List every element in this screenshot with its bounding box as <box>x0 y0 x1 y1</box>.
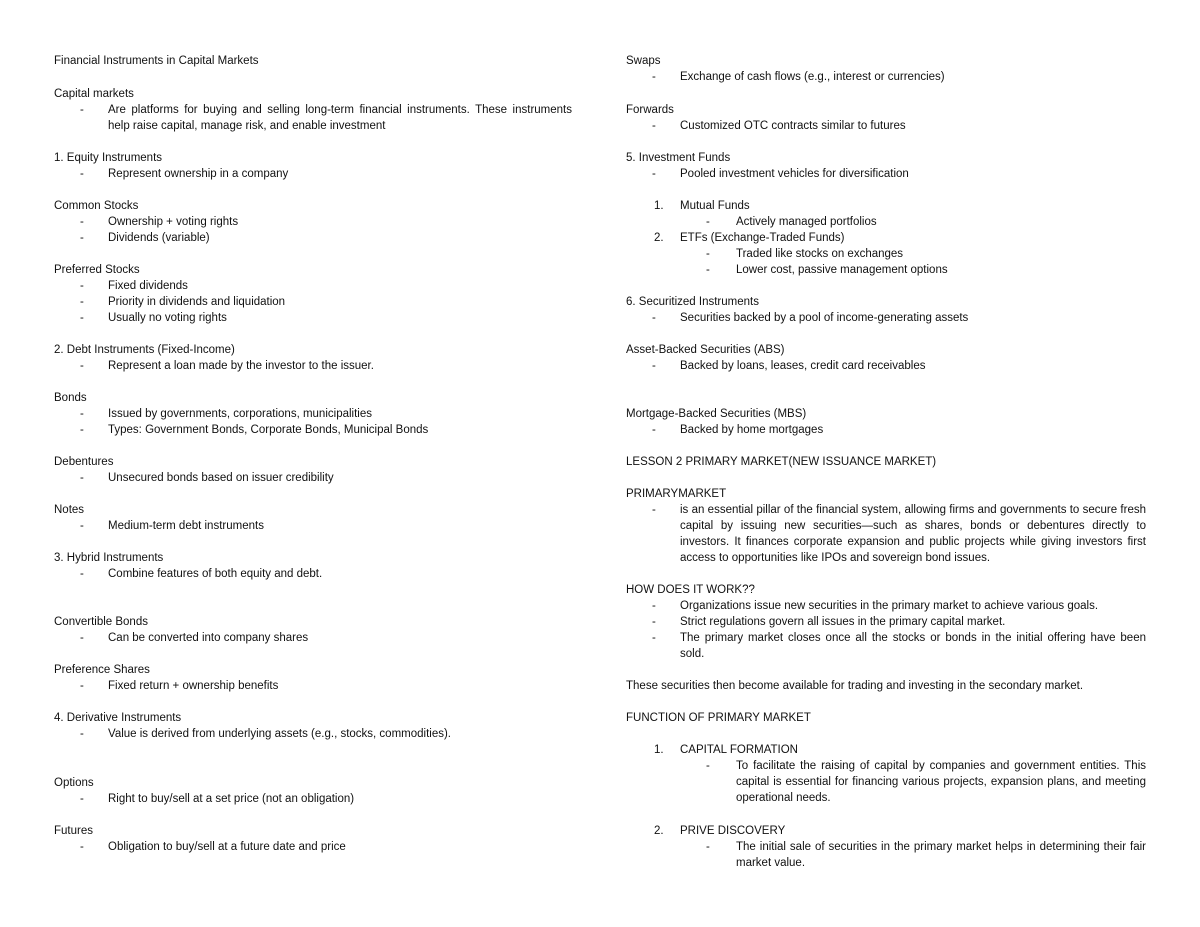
section-heading: Asset-Backed Securities (ABS) <box>626 344 785 356</box>
list-number: 1. <box>654 200 664 212</box>
list-item: The primary market closes once all the stocks or bonds in the initial offering have been sold. <box>680 632 1146 660</box>
bullet-dash: - <box>706 841 710 853</box>
list-item: Medium-term debt instruments <box>108 520 264 532</box>
bullet-dash: - <box>80 520 84 532</box>
section-heading: Preferred Stocks <box>54 264 140 276</box>
section-heading: 6. Securitized Instruments <box>626 296 759 308</box>
bullet-dash: - <box>80 680 84 692</box>
list-item: Lower cost, passive management options <box>736 264 948 276</box>
bullet-dash: - <box>652 168 656 180</box>
bullet-dash: - <box>652 600 656 612</box>
bullet-dash: - <box>706 216 710 228</box>
list-item: Pooled investment vehicles for diversification <box>680 168 909 180</box>
list-item: Represent ownership in a company <box>108 168 289 180</box>
document-title: Financial Instruments in Capital Markets <box>54 55 259 67</box>
section-heading: Bonds <box>54 392 87 404</box>
list-item: Issued by governments, corporations, municipalities <box>108 408 372 420</box>
bullet-dash: - <box>80 280 84 292</box>
bullet-dash: - <box>80 168 84 180</box>
list-item: Types: Government Bonds, Corporate Bonds, Municipal Bonds <box>108 424 429 436</box>
bullet-dash: - <box>706 248 710 260</box>
list-number: 2. <box>654 825 664 837</box>
bullet-dash: - <box>652 424 656 436</box>
paragraph: These securities then become available for trading and investing in the secondary market. <box>626 680 1084 692</box>
list-item: Dividends (variable) <box>108 232 210 244</box>
section-heading: Notes <box>54 504 85 516</box>
list-item: Can be converted into company shares <box>108 632 309 644</box>
list-item: Represent a loan made by the investor to the issuer. <box>108 360 374 372</box>
list-item: Backed by loans, leases, credit card receivables <box>680 360 926 372</box>
list-item: Backed by home mortgages <box>680 424 824 436</box>
list-item: Unsecured bonds based on issuer credibility <box>108 472 334 484</box>
section-heading: Common Stocks <box>54 200 139 212</box>
bullet-dash: - <box>652 312 656 324</box>
section-heading: Capital markets <box>54 88 134 100</box>
list-number: 1. <box>654 744 664 756</box>
bullet-dash: - <box>652 616 656 628</box>
bullet-dash: - <box>652 504 656 516</box>
numbered-item: ETFs (Exchange-Traded Funds) <box>680 232 845 244</box>
bullet-dash: - <box>80 296 84 308</box>
section-heading: Mortgage-Backed Securities (MBS) <box>626 408 807 420</box>
list-item: Organizations issue new securities in the primary market to achieve various goals. <box>680 600 1099 612</box>
list-item: Combine features of both equity and debt. <box>108 568 323 580</box>
bullet-dash: - <box>80 232 84 244</box>
list-item: Customized OTC contracts similar to futures <box>680 120 906 132</box>
numbered-item: Mutual Funds <box>680 200 750 212</box>
list-item: Fixed dividends <box>108 280 188 292</box>
section-heading: FUNCTION OF PRIMARY MARKET <box>626 712 811 724</box>
section-heading: Options <box>54 777 94 789</box>
bullet-dash: - <box>80 793 84 805</box>
bullet-dash: - <box>652 71 656 83</box>
bullet-dash: - <box>80 312 84 324</box>
section-heading: Preference Shares <box>54 664 150 676</box>
bullet-dash: - <box>80 632 84 644</box>
list-item: Actively managed portfolios <box>736 216 877 228</box>
list-item: Fixed return + ownership benefits <box>108 680 279 692</box>
bullet-dash: - <box>80 728 84 740</box>
section-heading: Convertible Bonds <box>54 616 148 628</box>
list-item: Exchange of cash flows (e.g., interest or currencies) <box>680 71 945 83</box>
lesson-title: LESSON 2 PRIMARY MARKET(NEW ISSUANCE MARKET) <box>626 456 937 468</box>
bullet-dash: - <box>652 632 656 644</box>
list-number: 2. <box>654 232 664 244</box>
section-heading: Futures <box>54 825 93 837</box>
section-heading: 1. Equity Instruments <box>54 152 163 164</box>
list-item: Traded like stocks on exchanges <box>736 248 904 260</box>
bullet-dash: - <box>706 264 710 276</box>
bullet-dash: - <box>80 408 84 420</box>
bullet-dash: - <box>80 841 84 853</box>
paragraph: The initial sale of securities in the primary market helps in determining their fair market value. <box>736 841 1146 869</box>
bullet-dash: - <box>652 120 656 132</box>
bullet-dash: - <box>80 472 84 484</box>
section-heading: HOW DOES IT WORK?? <box>626 584 755 596</box>
numbered-item: PRIVE DISCOVERY <box>680 825 786 837</box>
list-item: Obligation to buy/sell at a future date and price <box>108 841 346 853</box>
section-heading: 3. Hybrid Instruments <box>54 552 164 564</box>
bullet-dash: - <box>706 760 710 772</box>
section-heading: PRIMARYMARKET <box>626 488 727 500</box>
list-item: Value is derived from underlying assets (e.g., stocks, commodities). <box>108 728 452 740</box>
section-heading: Swaps <box>626 55 661 67</box>
bullet-dash: - <box>80 568 84 580</box>
bullet-dash: - <box>80 216 84 228</box>
section-heading: Forwards <box>626 104 674 116</box>
section-heading: 2. Debt Instruments (Fixed-Income) <box>54 344 235 356</box>
paragraph: To facilitate the raising of capital by companies and government entities. This capital is essential for financing various projects, expansion plans, and meeting operational needs. <box>736 760 1146 804</box>
section-heading: Debentures <box>54 456 114 468</box>
list-item: Usually no voting rights <box>108 312 227 324</box>
bullet-dash: - <box>80 360 84 372</box>
section-heading: 5. Investment Funds <box>626 152 731 164</box>
paragraph: is an essential pillar of the financial system, allowing firms and governments to secure fresh capital by issuing new securities—such as shares, bonds or debentures directly to investors. It finances corporate expansion and public projects while giving investors first access to opportunities like IPOs and sovereign bond issues. <box>680 504 1146 564</box>
section-heading: 4. Derivative Instruments <box>54 712 182 724</box>
bullet-dash: - <box>652 360 656 372</box>
numbered-item: CAPITAL FORMATION <box>680 744 798 756</box>
paragraph: Are platforms for buying and selling long-term financial instruments. These instruments help raise capital, manage risk, and enable investment <box>108 104 572 132</box>
list-item: Ownership + voting rights <box>108 216 239 228</box>
list-item: Priority in dividends and liquidation <box>108 296 286 308</box>
list-item: Securities backed by a pool of income-generating assets <box>680 312 969 324</box>
list-item: Right to buy/sell at a set price (not an obligation) <box>108 793 355 805</box>
bullet-dash: - <box>80 424 84 436</box>
list-item: Strict regulations govern all issues in the primary capital market. <box>680 616 1006 628</box>
bullet-dash: - <box>80 104 84 116</box>
